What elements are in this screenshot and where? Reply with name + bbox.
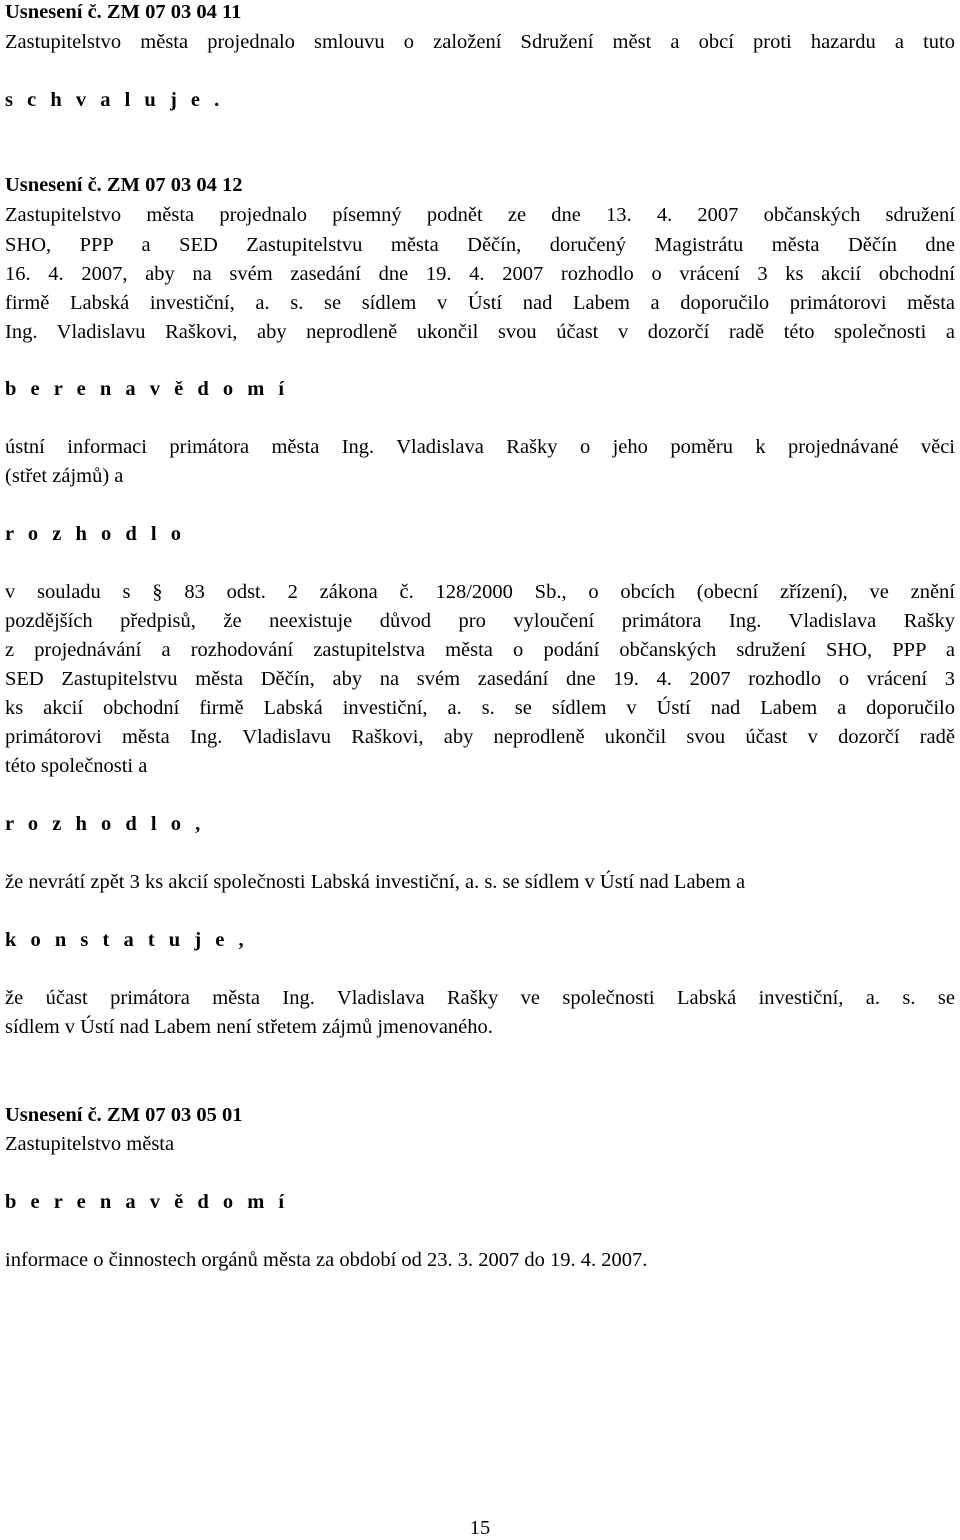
statement-text-line-1: že účast primátora města Ing. Vladislava Rašky ve společnosti Labská investiční, a. s. se	[5, 987, 955, 1009]
resolution-heading-2: Usnesení č. ZM 07 03 04 12	[5, 174, 243, 196]
resolution-text-2-line-1: Zastupitelstvo města projednalo písemný podnět ze dne 13. 4. 2007 občanských sdružení	[5, 204, 955, 226]
resolution-heading-3: Usnesení č. ZM 07 03 05 01	[5, 1104, 243, 1126]
resolution-text-1: Zastupitelstvo města projednalo smlouvu o založení Sdružení měst a obcí proti hazardu a tuto	[5, 31, 955, 53]
resolution-text-2-line-5: Ing. Vladislavu Raškovi, aby neprodleně ukončil svou účast v dozorčí radě této společnosti a	[5, 321, 955, 343]
decision-text-line-1: v souladu s § 83 odst. 2 zákona č. 128/2000 Sb., o obcích (obecní zřízení), ve znění	[5, 581, 955, 603]
resolution-text-2-line-2: SHO, PPP a SED Zastupitelstvu města Děčín, doručený Magistrátu města Děčín dne	[5, 234, 955, 256]
decision-text-line-4: SED Zastupitelstvu města Děčín, aby na svém zasedání dne 19. 4. 2007 rozhodlo o vrácení 3	[5, 668, 955, 690]
page-number: 15	[469, 1517, 491, 1539]
information-text: informace o činnostech orgánů města za období od 23. 3. 2007 do 19. 4. 2007.	[5, 1249, 648, 1271]
decision-2-text: že nevrátí zpět 3 ks akcií společnosti Labská investiční, a. s. se sídlem v Ústí nad Labem a	[5, 871, 746, 893]
resolution-text-2-line-3: 16. 4. 2007, aby na svém zasedání dne 19. 4. 2007 rozhodlo o vrácení 3 ks akcií obchodní	[5, 263, 955, 285]
verdict-decides: r o z h o d l o	[5, 523, 186, 545]
decision-text-line-7: této společnosti a	[5, 755, 148, 777]
statement-text-line-2: sídlem v Ústí nad Labem není střetem zájmů jmenovaného.	[5, 1016, 493, 1038]
verdict-approves: s c h v a l u j e .	[5, 89, 224, 111]
decision-text-line-3: z projednávání a rozhodování zastupitelstva města o podání občanských sdružení SHO, PPP a	[5, 639, 955, 661]
resolution-text-3: Zastupitelstvo města	[5, 1133, 175, 1155]
decision-text-line-6: primátorovi města Ing. Vladislavu Raškovi, aby neprodleně ukončil svou účast v dozorčí radě	[5, 726, 955, 748]
verdict-decides-2: r o z h o d l o ,	[5, 813, 205, 835]
verdict-takes-note-2: b e r e n a v ě d o m í	[5, 1191, 289, 1213]
oral-information-line-1: ústní informaci primátora města Ing. Vladislava Rašky o jeho poměru k projednávané věci	[5, 436, 955, 458]
resolution-heading-1: Usnesení č. ZM 07 03 04 11	[5, 1, 242, 23]
oral-information-line-2: (střet zájmů) a	[5, 465, 124, 487]
verdict-takes-note: b e r e n a v ě d o m í	[5, 378, 289, 400]
decision-text-line-2: pozdějších předpisů, že neexistuje důvod pro vyloučení primátora Ing. Vladislava Rašky	[5, 610, 955, 632]
decision-text-line-5: ks akcií obchodní firmě Labská investiční, a. s. se sídlem v Ústí nad Labem a doporučilo	[5, 697, 955, 719]
resolution-text-2-line-4: firmě Labská investiční, a. s. se sídlem v Ústí nad Labem a doporučilo primátorovi města	[5, 292, 955, 314]
verdict-states: k o n s t a t u j e ,	[5, 929, 249, 951]
